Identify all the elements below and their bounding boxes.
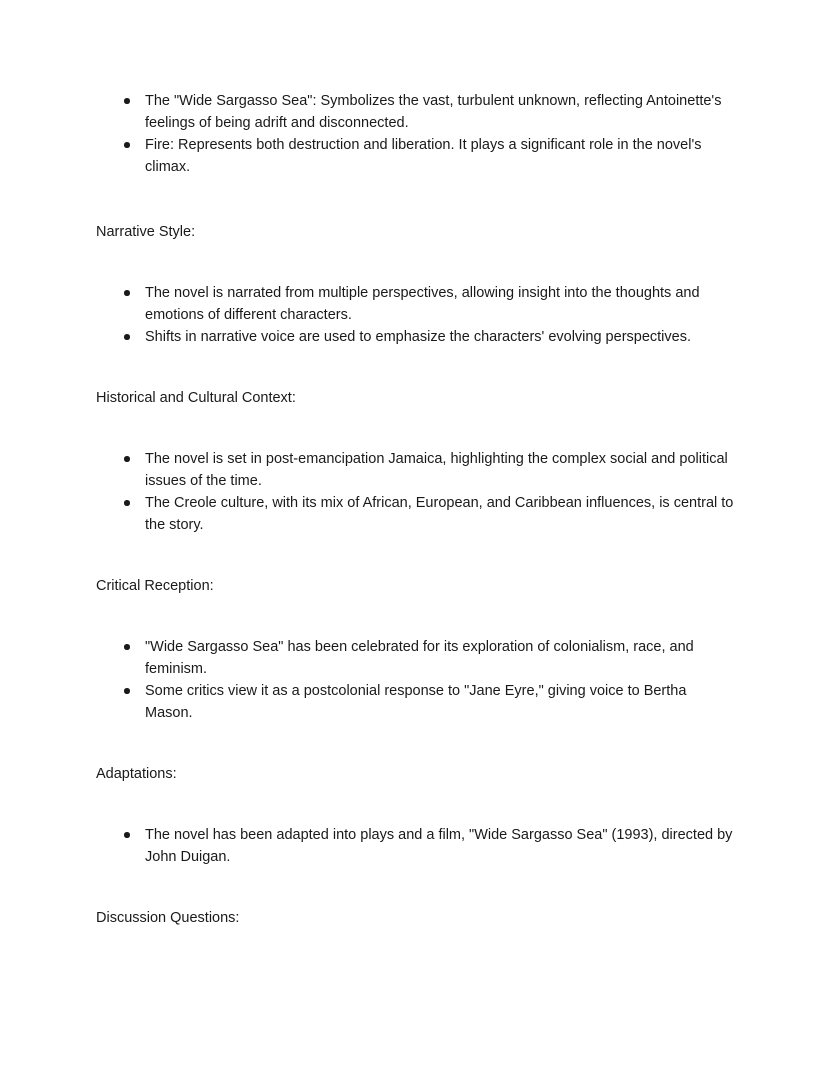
bullet-dot-icon [124, 142, 130, 148]
section-heading: Narrative Style: [96, 224, 196, 240]
list-item [96, 282, 736, 326]
spacer [96, 724, 736, 763]
list-item [96, 90, 736, 134]
section-narrative-style [96, 221, 736, 348]
spacer [96, 348, 736, 387]
spacer [96, 868, 736, 907]
bullet-list [96, 448, 736, 536]
spacer [96, 785, 736, 824]
bullet-dot-icon [124, 456, 130, 462]
section-symbolism-bullets [96, 90, 736, 178]
bullet-list [96, 636, 736, 724]
section-heading: Discussion Questions: [96, 910, 240, 926]
list-item [96, 636, 736, 680]
bullet-list [96, 824, 736, 868]
list-item [96, 448, 736, 492]
spacer [96, 243, 736, 282]
list-item-text: Fire: Represents both destruction and liberation. It plays a significant role in the novel's climax. [145, 137, 702, 175]
list-item-text: The Creole culture, with its mix of African, European, and Caribbean influences, is central to the story. [145, 495, 734, 533]
list-item [96, 680, 736, 724]
list-item-text: The novel is narrated from multiple perspectives, allowing insight into the thoughts and emotions of different characters. [145, 285, 700, 323]
bullet-dot-icon [124, 98, 130, 104]
bullet-dot-icon [124, 832, 130, 838]
list-item-text: The novel has been adapted into plays and a film, "Wide Sargasso Sea" (1993), directed by John Duigan. [145, 827, 733, 865]
section-adaptations [96, 763, 736, 868]
bullet-dot-icon [124, 688, 130, 694]
list-item-text: "Wide Sargasso Sea" has been celebrated for its exploration of colonialism, race, and feminism. [145, 639, 694, 677]
list-item-text: The "Wide Sargasso Sea": Symbolizes the vast, turbulent unknown, reflecting Antoinette's feelings of being adrift and disconnected. [145, 93, 722, 131]
bullet-dot-icon [124, 334, 130, 340]
list-item [96, 134, 736, 178]
list-item [96, 326, 736, 348]
section-critical-reception [96, 575, 736, 724]
section-historical-and-cultural-context [96, 387, 736, 536]
bullet-dot-icon [124, 500, 130, 506]
list-item-text: Shifts in narrative voice are used to emphasize the characters' evolving perspectives. [145, 329, 691, 345]
section-heading: Critical Reception: [96, 578, 214, 594]
spacer [96, 536, 736, 575]
section-heading: Historical and Cultural Context: [96, 390, 296, 406]
spacer [96, 178, 736, 221]
spacer [96, 409, 736, 448]
bullet-list [96, 90, 736, 178]
list-item-text: The novel is set in post-emancipation Jamaica, highlighting the complex social and political issues of the time. [145, 451, 728, 489]
bullet-list [96, 282, 736, 348]
list-item [96, 492, 736, 536]
bullet-dot-icon [124, 290, 130, 296]
document-body [96, 90, 736, 929]
section-discussion-questions [96, 907, 736, 929]
bullet-dot-icon [124, 644, 130, 650]
list-item-text: Some critics view it as a postcolonial response to "Jane Eyre," giving voice to Bertha Mason. [145, 683, 687, 721]
spacer [96, 597, 736, 636]
section-heading: Adaptations: [96, 766, 177, 782]
list-item [96, 824, 736, 868]
